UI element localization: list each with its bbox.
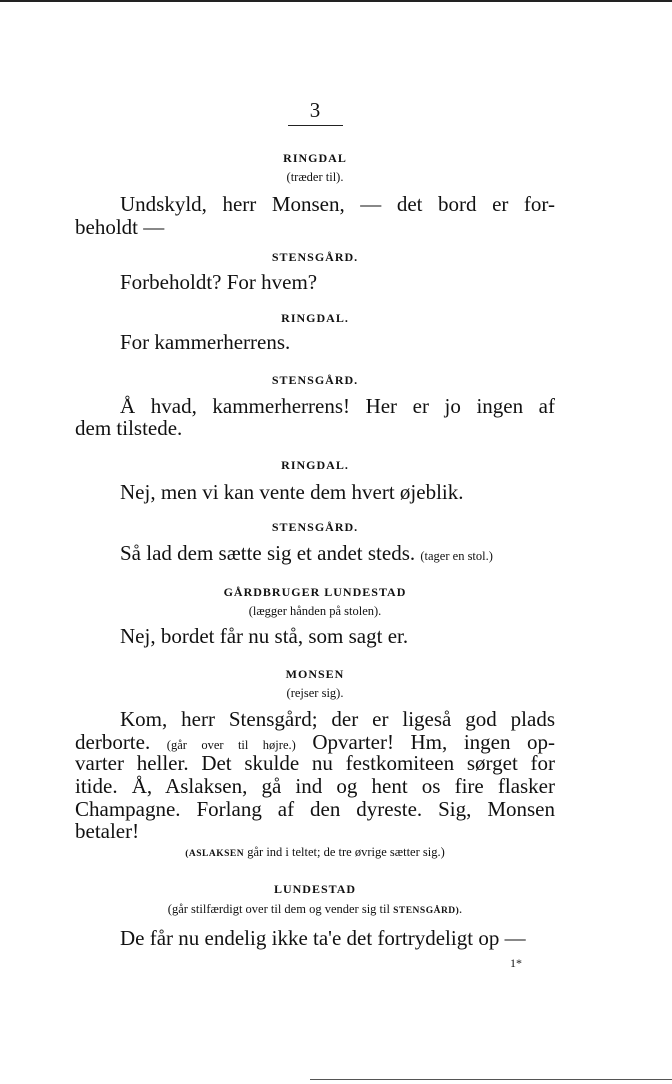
- bottom-border: [310, 1079, 672, 1080]
- dialogue-text: Så lad dem sætte sig et andet steds.: [120, 541, 416, 565]
- speaker-stensgard: STENSGÅRD.: [271, 373, 359, 387]
- speaker-lundestad: LUNDESTAD: [273, 882, 357, 896]
- dialogue-line: Forbeholdt? For hvem?: [120, 270, 318, 294]
- stage-direction-text: (går stilfærdigt over til dem og vender sig til: [167, 902, 390, 916]
- dialogue-line: Champagne. Forlang af den dyreste. Sig, Monsen: [75, 797, 555, 821]
- dialogue-line: Undskyld, herr Monsen, — det bord er for-: [120, 192, 555, 216]
- page-number: 3: [309, 98, 321, 122]
- dialogue-line: Kom, herr Stensgård; der er ligeså god plads: [120, 707, 555, 731]
- dialogue-line: For kammerherrens.: [120, 330, 291, 354]
- speaker-lundestad: GÅRDBRUGER LUNDESTAD: [223, 585, 407, 599]
- dialogue-line: itide. Å, Aslaksen, gå ind og hent os fire flasker: [75, 774, 555, 798]
- signature-mark: 1*: [510, 956, 522, 970]
- dialogue-line: Nej, men vi kan vente dem hvert øjeblik.: [120, 480, 464, 504]
- speaker-stensgard: STENSGÅRD.: [271, 250, 359, 264]
- stage-direction: (tager en stol.): [420, 549, 493, 563]
- top-border: [0, 0, 672, 2]
- speaker-ringdal: RINGDAL.: [281, 458, 349, 472]
- stage-direction-name: STENSGÅRD).: [393, 906, 463, 916]
- page-number-rule: [288, 125, 343, 126]
- dialogue-line: varter heller. Det skulde nu festkomiteen sørget for: [75, 751, 555, 775]
- stage-direction: (rejser sig).: [286, 686, 344, 700]
- dialogue-line: betaler!: [75, 819, 140, 843]
- dialogue-line: Nej, bordet får nu stå, som sagt er.: [120, 624, 409, 648]
- stage-direction-name: (ASLAKSEN: [185, 849, 245, 859]
- dialogue-line: De får nu endelig ikke ta'e det fortrydeligt op —: [120, 926, 526, 950]
- speaker-ringdal: RINGDAL: [283, 151, 347, 165]
- stage-direction: [75, 902, 555, 917]
- dialogue-line: [120, 541, 493, 566]
- dialogue-line: Å hvad, kammerherrens! Her er jo ingen af: [120, 394, 555, 418]
- speaker-monsen: MONSEN: [285, 667, 345, 681]
- stage-direction: [75, 845, 555, 860]
- stage-direction: (træder til).: [286, 170, 344, 184]
- stage-direction: (går over til højre.): [166, 738, 296, 752]
- stage-direction-text: går ind i teltet; de tre øvrige sætter sig.): [247, 845, 445, 859]
- stage-direction: (lægger hånden på stolen).: [248, 604, 382, 618]
- speaker-ringdal: RINGDAL.: [281, 311, 349, 325]
- dialogue-text: Opvarter! Hm, ingen op-: [312, 730, 556, 754]
- dialogue-line: dem tilstede.: [75, 416, 183, 440]
- dialogue-line: beholdt —: [75, 215, 165, 239]
- dialogue-text: derborte.: [75, 730, 151, 754]
- speaker-stensgard: STENSGÅRD.: [271, 520, 359, 534]
